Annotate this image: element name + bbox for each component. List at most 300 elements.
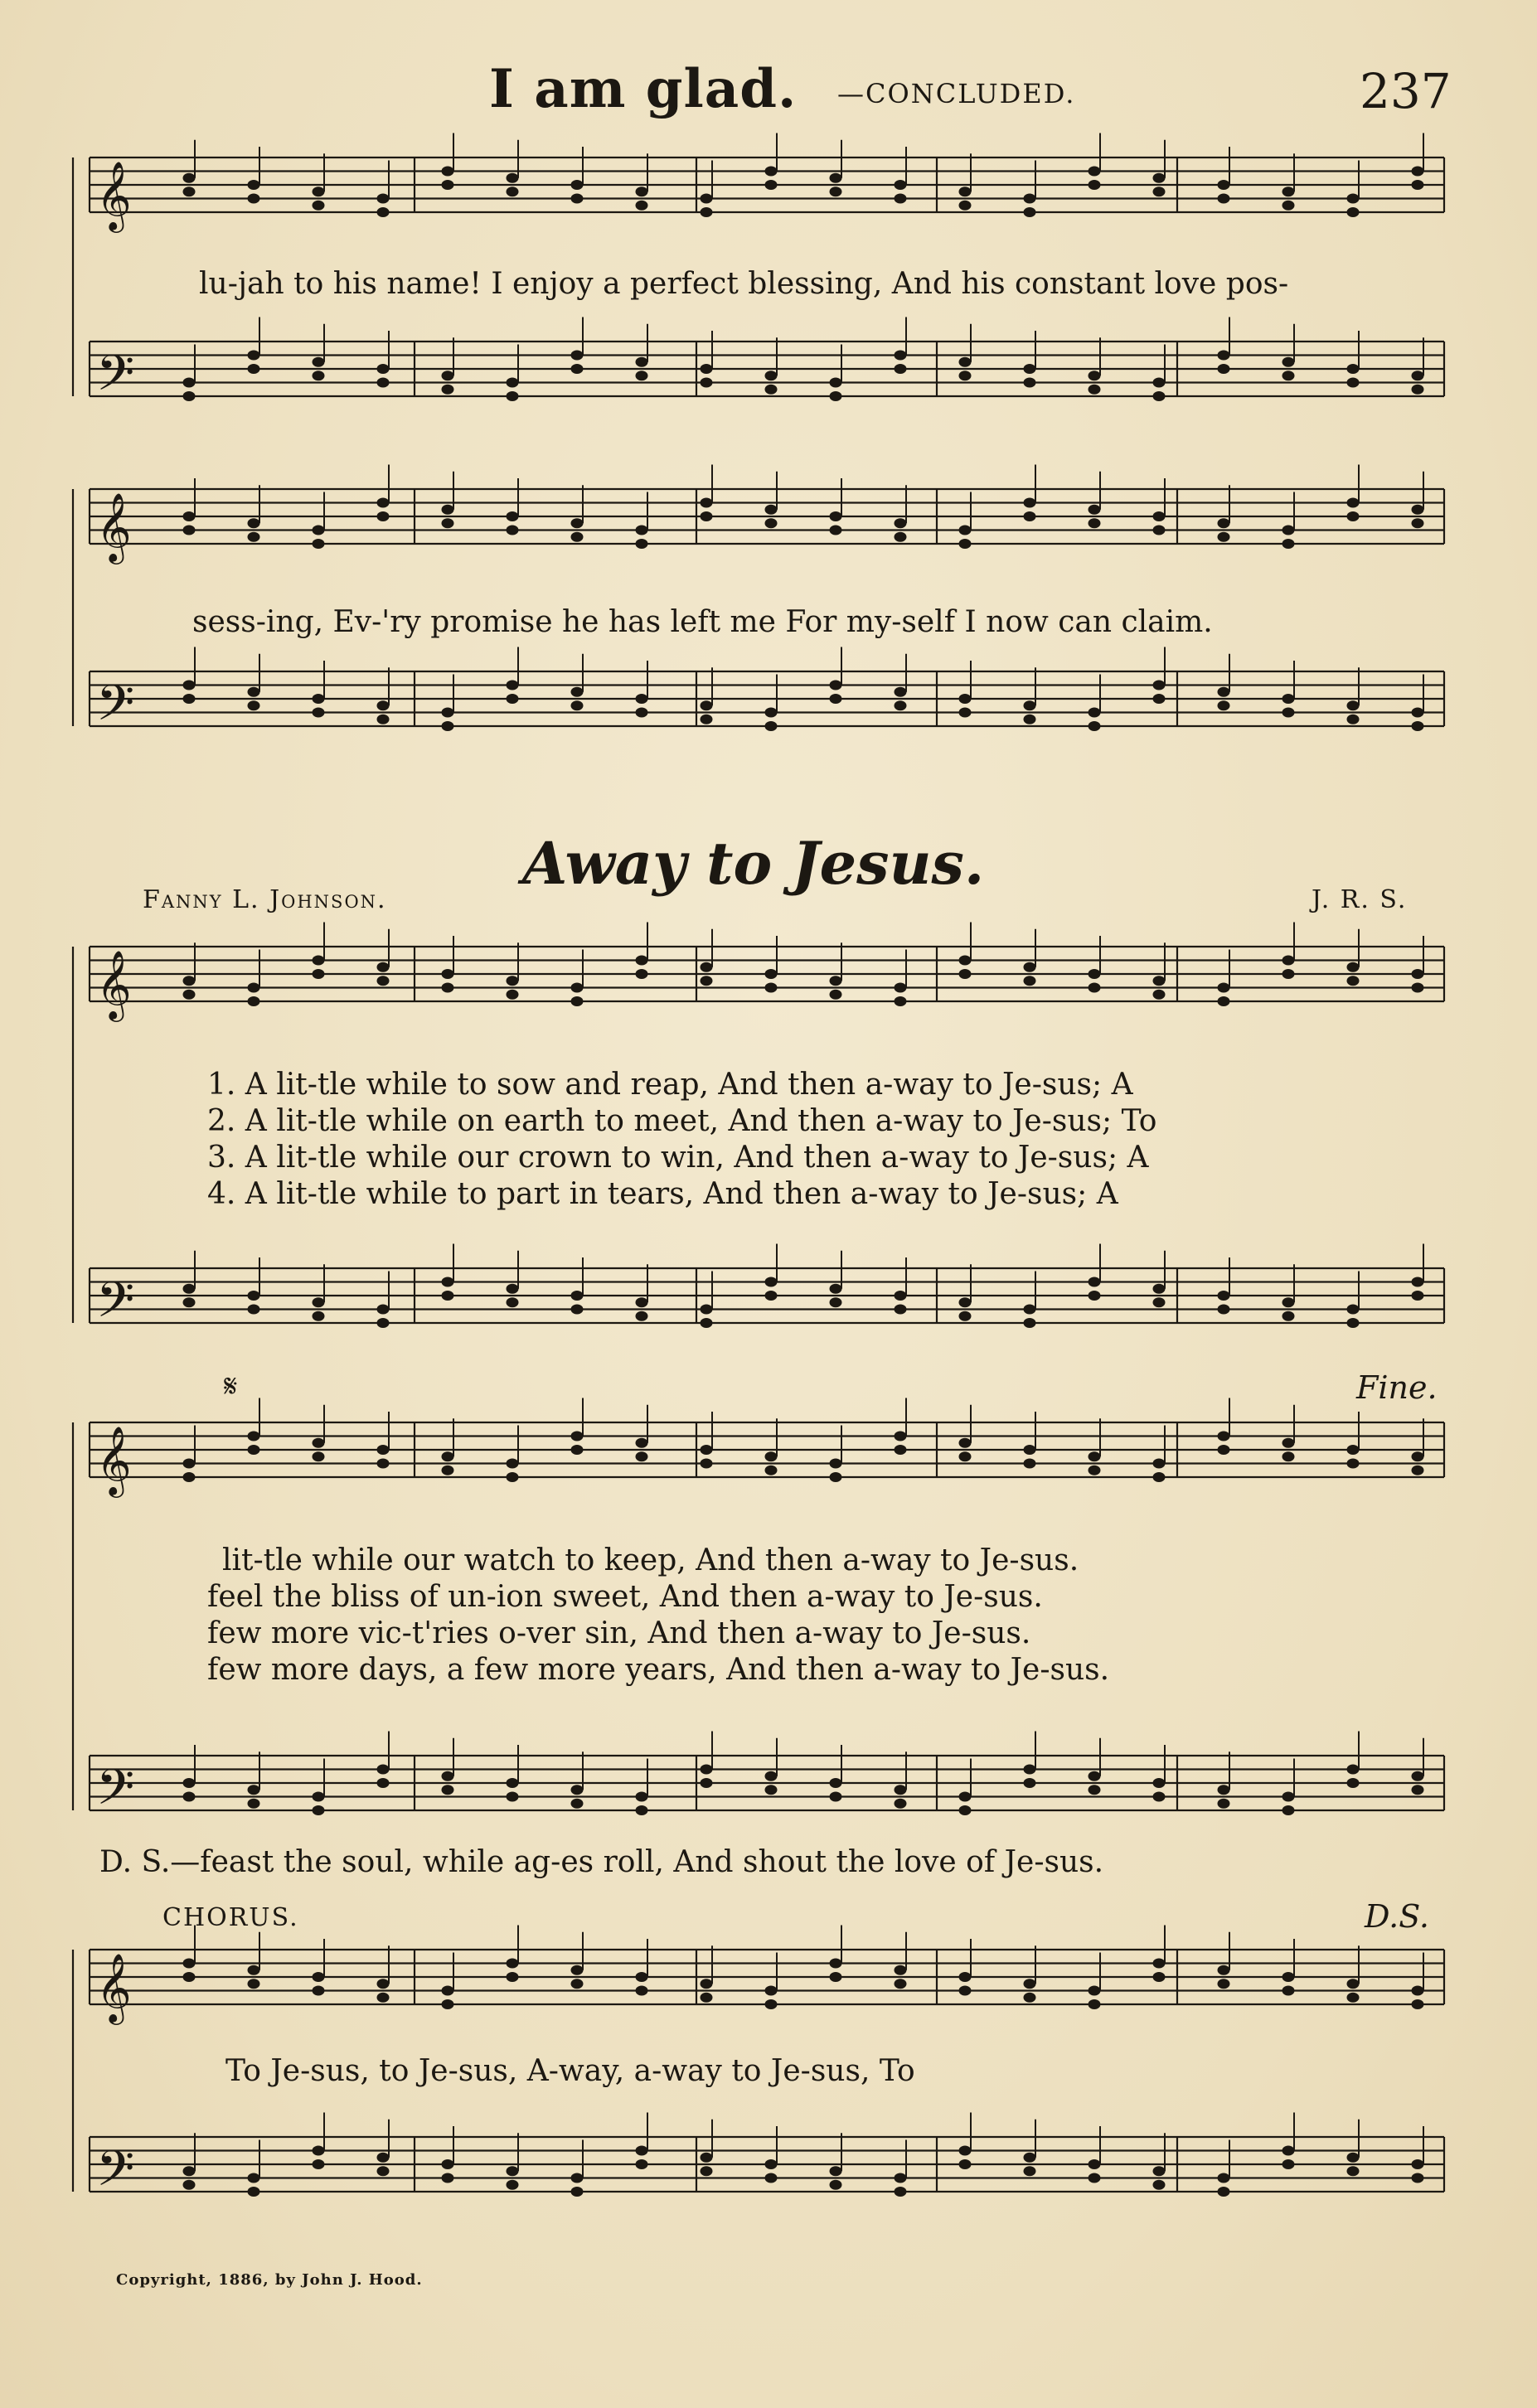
notehead [1089,721,1101,731]
bass-clef: 𝄢 [96,344,135,414]
notehead [1153,391,1166,401]
notehead [183,976,196,986]
notehead [636,2146,648,2156]
notehead [507,1959,519,1969]
notehead [1347,1979,1360,1989]
notehead [1347,498,1360,508]
notehead [248,1291,260,1301]
notehead [1218,1799,1230,1809]
notehead [1347,1993,1360,2003]
notehead [1282,2159,1295,2169]
notehead [895,1305,907,1315]
notehead [1153,694,1166,704]
ds-marker: D.S. [1365,1898,1429,1935]
notehead [1282,1451,1295,1461]
notehead [507,694,519,704]
notehead [765,969,778,979]
notehead [1347,1459,1360,1469]
notehead [636,1451,648,1461]
notehead [959,1805,972,1815]
notehead [442,2173,454,2183]
treble-clef: 𝄞 [96,949,132,1019]
notehead [1089,1785,1101,1795]
notehead [1024,700,1036,710]
notehead [1218,1965,1230,1975]
notehead [959,2159,972,2169]
notehead [183,187,196,196]
notehead [830,694,842,704]
notehead [701,1305,713,1315]
notehead [830,511,842,521]
notehead [1282,956,1295,966]
notehead [765,167,778,177]
notehead [571,1965,584,1975]
notehead [1412,1277,1424,1287]
notehead [1412,385,1424,395]
notehead [442,1277,454,1287]
notehead [636,956,648,966]
notehead [507,378,519,388]
notehead [830,1472,842,1482]
notehead [1153,2166,1166,2176]
notehead [895,1799,907,1809]
notehead [765,1451,778,1461]
notehead [183,1284,196,1294]
notehead [895,532,907,542]
notehead [765,1277,778,1287]
notehead [636,1972,648,1982]
notehead [1153,1472,1166,1482]
notehead [442,371,454,380]
notehead [1412,1771,1424,1781]
treble-clef: 𝄞 [96,1425,132,1495]
notehead [1412,1451,1424,1461]
notehead [1024,2166,1036,2176]
notehead [1153,681,1166,690]
notehead [1282,969,1295,979]
notehead [313,2159,325,2169]
notehead [507,1972,519,1982]
notehead [1347,378,1360,388]
notehead [830,391,842,401]
notehead [507,2166,519,2176]
notehead [895,2173,907,2183]
notehead [1282,1792,1295,1802]
notehead [183,1959,196,1969]
verse-3-b: few more vic-t'ries o-ver sin, And then a-way to Je-sus. [207,1616,1031,1650]
notehead [1347,1305,1360,1315]
notehead [571,2187,584,2197]
notehead [1153,1778,1166,1788]
notehead [959,371,972,380]
notehead [248,1965,260,1975]
author-credit: Fanny L. Johnson. [143,885,387,914]
notehead [1412,1785,1424,1795]
notehead [571,1979,584,1989]
notehead [313,2146,325,2156]
notehead [1218,996,1230,1006]
notehead [895,351,907,361]
notehead [507,1778,519,1788]
notehead [1218,194,1230,204]
notehead [830,1284,842,1294]
notehead [1218,532,1230,542]
notehead [442,721,454,731]
notehead [571,1445,584,1455]
notehead [1218,1979,1230,1989]
notehead [1089,371,1101,380]
notehead [571,180,584,190]
notehead [895,1445,907,1455]
notehead [895,1979,907,1989]
notehead [507,526,519,535]
notehead [248,180,260,190]
notehead [377,715,390,724]
notehead [959,187,972,196]
notehead [248,518,260,528]
notehead [1218,2173,1230,2183]
notehead [830,2180,842,2190]
notehead [1282,539,1295,549]
notehead [377,498,390,508]
notehead [895,518,907,528]
hymn1-lyric-line2: sess-ing, Ev-'ry promise he has left me For my-self I now can claim. [192,605,1213,639]
notehead [377,378,390,388]
notehead [507,1284,519,1294]
notehead [1024,207,1036,217]
notehead [1282,526,1295,535]
notehead [248,2187,260,2197]
treble-clef: 𝄞 [96,1952,132,2022]
notehead [183,391,196,401]
notehead [701,1318,713,1328]
notehead [636,526,648,535]
notehead [701,962,713,972]
notehead [1218,1432,1230,1441]
notehead [442,385,454,395]
notehead [636,969,648,979]
notehead [571,1799,584,1809]
notehead [507,681,519,690]
notehead [959,539,972,549]
notehead [1218,1445,1230,1455]
notehead [959,956,972,966]
notehead [1412,180,1424,190]
notehead [1024,364,1036,374]
notehead [895,1291,907,1301]
notehead [1024,1459,1036,1469]
notehead [507,976,519,986]
notehead [183,1472,196,1482]
verse-1-a: 1. A lit-tle while to sow and reap, And then a-way to Je-sus; A [207,1068,1133,1102]
notehead [1153,526,1166,535]
notehead [636,1805,648,1815]
notehead [183,1297,196,1307]
notehead [765,1466,778,1475]
treble-clef: 𝄞 [96,160,132,230]
notehead [895,700,907,710]
notehead [442,167,454,177]
notehead [377,364,390,374]
bass-clef: 𝄢 [96,2139,135,2209]
notehead [183,173,196,183]
notehead [765,983,778,993]
notehead [1218,687,1230,697]
notehead [1282,1986,1295,1996]
notehead [1089,2159,1101,2169]
notehead [1347,1778,1360,1788]
notehead [1024,511,1036,521]
verse-2-a: 2. A lit-tle while on earth to meet, And then a-way to Je-sus; To [207,1104,1157,1138]
notehead [507,1472,519,1482]
notehead [1347,194,1360,204]
notehead [248,2173,260,2183]
notehead [765,1771,778,1781]
hymn1-lyric-line1: lu-jah to his name! I enjoy a perfect blessing, And his constant love pos- [199,267,1289,301]
notehead [183,694,196,704]
notehead [507,1459,519,1469]
notehead [507,187,519,196]
notehead [571,1785,584,1795]
notehead [507,511,519,521]
verse-2-b: feel the bliss of un-ion sweet, And then a-way to Je-sus. [207,1580,1043,1614]
notehead [895,364,907,374]
notehead [571,364,584,374]
notehead [1089,708,1101,718]
notehead [1282,1297,1295,1307]
notehead [442,1771,454,1781]
notehead [248,983,260,993]
notehead [959,1792,972,1802]
notehead [701,1993,713,2003]
notehead [830,1459,842,1469]
notehead [1412,2159,1424,2169]
notehead [636,201,648,211]
notehead [830,976,842,986]
notehead [248,194,260,204]
notehead [830,187,842,196]
notehead [1024,498,1036,508]
notehead [1412,2173,1424,2183]
notehead [959,526,972,535]
notehead [313,371,325,380]
notehead [1089,1451,1101,1461]
notehead [1282,1805,1295,1815]
notehead [377,2166,390,2176]
notehead [765,180,778,190]
notehead [1412,505,1424,515]
page-number: 237 [1360,63,1452,119]
notehead [1089,1771,1101,1781]
notehead [701,976,713,986]
chorus-lyric: To Je-sus, to Je-sus, A-way, a-way to Je-sus, To [225,2054,915,2088]
notehead [1412,983,1424,993]
notehead [1024,378,1036,388]
notehead [183,990,196,1000]
notehead [1347,700,1360,710]
ds-lyric-line: D. S.—feast the soul, while ag-es roll, And shout the love of Je-sus. [99,1845,1104,1879]
notehead [313,1297,325,1307]
notehead [1218,1785,1230,1795]
notehead [959,1311,972,1321]
notehead [1412,1466,1424,1475]
notehead [313,694,325,704]
notehead [1024,1765,1036,1775]
notehead [765,1999,778,2009]
notehead [1024,1445,1036,1455]
notehead [313,1451,325,1461]
notehead [183,378,196,388]
notehead [248,1979,260,1989]
running-title: I am glad. [489,58,798,120]
notehead [1282,708,1295,718]
notehead [1282,371,1295,380]
notehead [1153,1972,1166,1982]
notehead [1347,1445,1360,1455]
notehead [1089,983,1101,993]
notehead [1089,167,1101,177]
fine-marker: Fine. [1356,1369,1438,1406]
notehead [830,2166,842,2176]
notehead [1153,378,1166,388]
notehead [701,715,713,724]
notehead [1218,518,1230,528]
notehead [1089,180,1101,190]
notehead [1089,1466,1101,1475]
notehead [313,1805,325,1815]
notehead [571,1305,584,1315]
notehead [1347,715,1360,724]
notehead [571,2173,584,2183]
treble-clef: 𝄞 [96,492,132,561]
notehead [442,1986,454,1996]
notehead [1218,364,1230,374]
notehead [895,194,907,204]
notehead [313,357,325,367]
notehead [313,1311,325,1321]
notehead [895,996,907,1006]
notehead [1347,511,1360,521]
notehead [507,990,519,1000]
notehead [1218,1305,1230,1315]
notehead [1282,187,1295,196]
notehead [636,1792,648,1802]
song-title: Away to Jesus. [522,829,985,898]
notehead [442,505,454,515]
notehead [1089,385,1101,395]
notehead [183,1459,196,1469]
notehead [636,2159,648,2169]
notehead [571,518,584,528]
notehead [377,194,390,204]
bass-clef: 𝄢 [96,1271,135,1340]
notehead [959,2146,972,2156]
notehead [895,1432,907,1441]
notehead [442,180,454,190]
notehead [701,364,713,374]
notehead [895,983,907,993]
notehead [765,518,778,528]
notehead [636,187,648,196]
notehead [959,1438,972,1448]
chorus-label: CHORUS. [162,1903,299,1932]
notehead [701,378,713,388]
notehead [571,700,584,710]
notehead [442,1291,454,1301]
notehead [313,969,325,979]
notehead [1153,1284,1166,1294]
notehead [636,1438,648,1448]
notehead [701,1778,713,1788]
notehead [1153,1959,1166,1969]
notehead [1153,511,1166,521]
notehead [1347,962,1360,972]
notehead [1282,1972,1295,1982]
notehead [313,1972,325,1982]
notehead [571,687,584,697]
notehead [1024,1778,1036,1788]
notehead [377,1778,390,1788]
notehead [1089,1277,1101,1287]
notehead [1089,505,1101,515]
notehead [507,1792,519,1802]
notehead [701,1765,713,1775]
notehead [959,201,972,211]
notehead [1089,2173,1101,2183]
notehead [313,526,325,535]
notehead [183,2180,196,2190]
notehead [765,505,778,515]
notehead [830,990,842,1000]
notehead [442,969,454,979]
notehead [313,1438,325,1448]
notehead [248,687,260,697]
notehead [1347,2166,1360,2176]
notehead [183,1972,196,1982]
notehead [442,1785,454,1795]
notehead [1282,1438,1295,1448]
segno-marker: 𝄋 [224,1368,238,1404]
notehead [701,1459,713,1469]
notehead [507,2180,519,2190]
notehead [1089,1291,1101,1301]
notehead [895,180,907,190]
notehead [377,962,390,972]
notehead [442,708,454,718]
notehead [1153,187,1166,196]
notehead [1024,1318,1036,1328]
notehead [1024,1993,1036,2003]
notehead [830,173,842,183]
notehead [1153,2180,1166,2190]
notehead [571,351,584,361]
notehead [636,1311,648,1321]
notehead [1089,969,1101,979]
notehead [377,700,390,710]
notehead [830,1972,842,1982]
notehead [830,378,842,388]
notehead [1153,1792,1166,1802]
notehead [701,2153,713,2163]
notehead [1024,962,1036,972]
notehead [701,1445,713,1455]
notehead [1089,1986,1101,1996]
notehead [636,1986,648,1996]
notehead [377,511,390,521]
notehead [183,1792,196,1802]
notehead [830,1792,842,1802]
verse-1-b: lit-tle while our watch to keep, And then a-way to Je-sus. [222,1543,1079,1577]
